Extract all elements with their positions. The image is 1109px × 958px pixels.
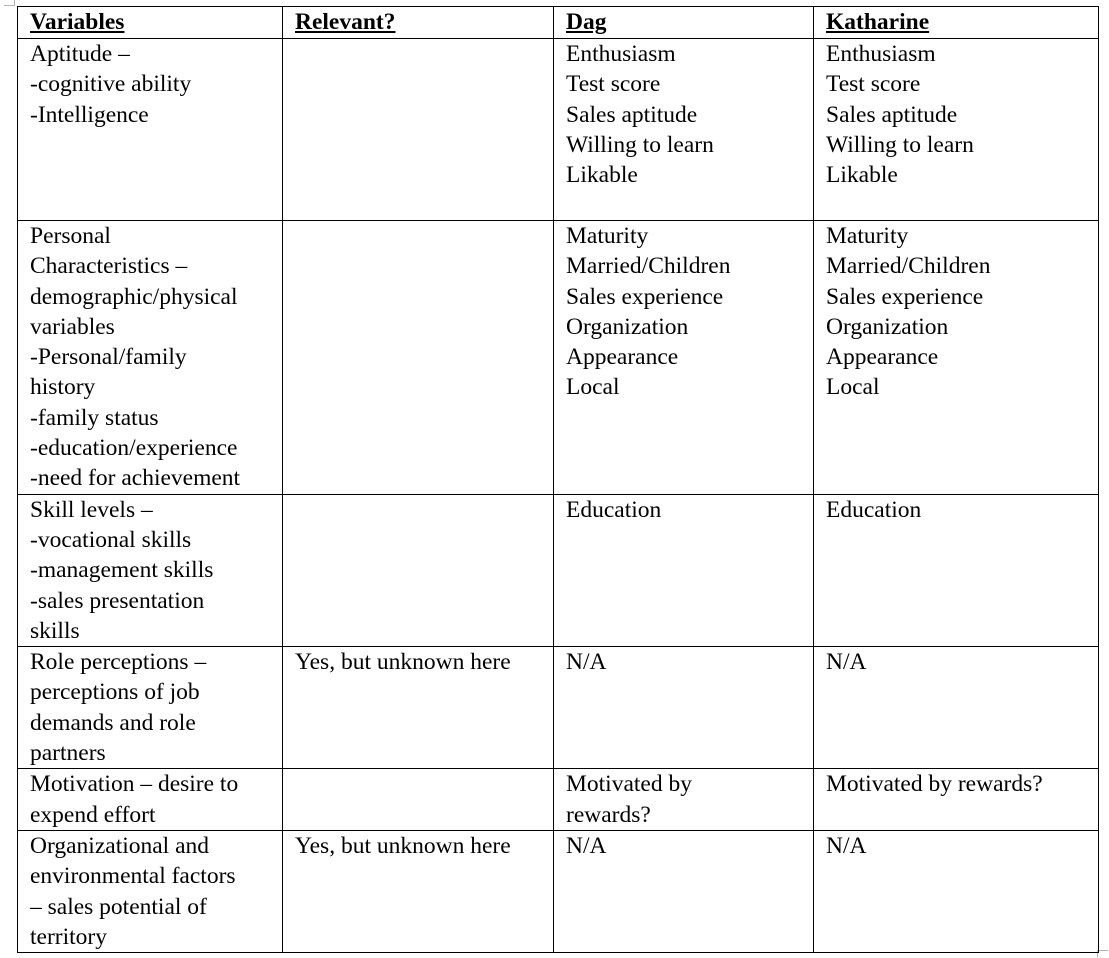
cell-text-line: Willing to learn	[566, 131, 714, 158]
table-row	[18, 769, 1099, 831]
table-row	[18, 647, 1099, 769]
table-row	[18, 221, 1099, 495]
cell-text-line: Likable	[826, 162, 898, 189]
table-row	[18, 39, 1099, 221]
header-katharine: Katharine	[814, 7, 1099, 39]
cell-relevant	[283, 769, 554, 831]
cell-text-line: Test score	[826, 71, 921, 98]
cell-text-line: Role perceptions –	[30, 649, 207, 676]
cell-text-line: Maturity	[566, 223, 649, 249]
cell-text-line: Maturity	[826, 223, 909, 249]
cell-text-line: Test score	[566, 71, 661, 98]
cell-text-line: Characteristics –	[30, 253, 188, 280]
cell-dag	[554, 221, 814, 495]
cell-katharine	[814, 39, 1099, 221]
cell-variables	[18, 647, 283, 769]
cell-text-line: territory	[30, 923, 107, 950]
cell-variables	[18, 39, 283, 221]
cell-text-line: Appearance	[826, 344, 939, 371]
cell-text-line: -management skills	[30, 557, 214, 584]
cell-text-line: demographic/physical	[30, 283, 238, 310]
cell-text-line: Sales aptitude	[566, 101, 698, 128]
cell-text-line: Married/Children	[566, 253, 731, 280]
cell-variables	[18, 769, 283, 831]
cell-katharine	[814, 830, 1099, 952]
cell-katharine	[814, 647, 1099, 769]
cell-text-line: Appearance	[566, 344, 679, 371]
table-header-row	[18, 7, 1099, 39]
cell-relevant	[283, 647, 554, 769]
cell-text-line: – sales potential of	[30, 893, 207, 920]
cell-text-line: -vocational skills	[30, 526, 192, 553]
cell-text-line: Aptitude –	[30, 41, 130, 67]
page-corner-mark-top-left	[4, 0, 15, 6]
cell-relevant	[283, 494, 554, 646]
cell-text-line: Skill levels –	[30, 496, 153, 523]
cell-text-line: N/A	[826, 649, 867, 676]
cell-text-line: perceptions of job	[30, 679, 200, 706]
cell-text-line: Motivated by rewards?	[826, 771, 1043, 798]
cell-relevant	[283, 830, 554, 952]
cell-katharine	[814, 221, 1099, 495]
cell-text-line: -sales presentation	[30, 587, 205, 614]
cell-text-line: Sales aptitude	[826, 101, 958, 128]
cell-text-line: variables	[30, 313, 115, 340]
variables-table	[17, 6, 1099, 953]
cell-relevant	[283, 221, 554, 495]
cell-text-line: -Personal/family	[30, 344, 187, 371]
cell-text-line: rewards?	[566, 801, 651, 828]
cell-text-line: Motivation – desire to	[30, 771, 239, 798]
cell-text-line: partners	[30, 740, 106, 767]
cell-katharine	[814, 494, 1099, 646]
header-dag: Dag	[554, 7, 814, 39]
cell-text-line: Organization	[826, 313, 949, 340]
cell-text-line: environmental factors	[30, 863, 236, 890]
cell-text-line: history	[30, 374, 96, 401]
cell-text-line: N/A	[826, 832, 867, 859]
cell-text-line: expend effort	[30, 801, 156, 828]
header-relevant: Relevant?	[283, 7, 554, 39]
cell-text-line: Enthusiasm	[826, 41, 936, 67]
cell-variables	[18, 830, 283, 952]
header-variables: Variables	[18, 7, 283, 39]
cell-text-line: Organization	[566, 313, 689, 340]
cell-text-line: Local	[566, 374, 620, 401]
cell-text-line: Likable	[566, 162, 638, 189]
table-body	[18, 39, 1099, 953]
cell-text-line: -family status	[30, 404, 159, 431]
cell-text-line: Motivated by	[566, 771, 692, 798]
cell-variables	[18, 221, 283, 495]
cell-katharine	[814, 769, 1099, 831]
cell-text-line: N/A	[566, 649, 607, 676]
cell-text-line: Enthusiasm	[566, 41, 676, 67]
cell-text-line: demands and role	[30, 709, 196, 736]
cell-text-line: Personal	[30, 223, 111, 249]
table-row	[18, 830, 1099, 952]
cell-dag	[554, 494, 814, 646]
cell-text-line: Sales experience	[826, 283, 984, 310]
cell-text-line: skills	[30, 617, 80, 644]
cell-variables	[18, 494, 283, 646]
table-row	[18, 494, 1099, 646]
cell-text-line: Yes, but unknown here	[295, 649, 511, 676]
cell-dag	[554, 769, 814, 831]
cell-text-line: Education	[566, 496, 662, 523]
cell-text-line: Local	[826, 374, 880, 401]
cell-text-line: -education/experience	[30, 435, 238, 462]
cell-text-line: Married/Children	[826, 253, 991, 280]
cell-relevant	[283, 39, 554, 221]
cell-text-line: -need for achievement	[30, 465, 241, 492]
cell-text-line: -Intelligence	[30, 101, 149, 128]
cell-dag	[554, 39, 814, 221]
cell-text-line: Willing to learn	[826, 131, 974, 158]
cell-text-line: -cognitive ability	[30, 71, 192, 98]
cell-text-line: N/A	[566, 832, 607, 859]
cell-text-line: Education	[826, 496, 922, 523]
cell-text-line: Sales experience	[566, 283, 724, 310]
cell-dag	[554, 647, 814, 769]
cell-text-line: Yes, but unknown here	[295, 832, 511, 859]
cell-dag	[554, 830, 814, 952]
cell-text-line: Organizational and	[30, 832, 210, 859]
